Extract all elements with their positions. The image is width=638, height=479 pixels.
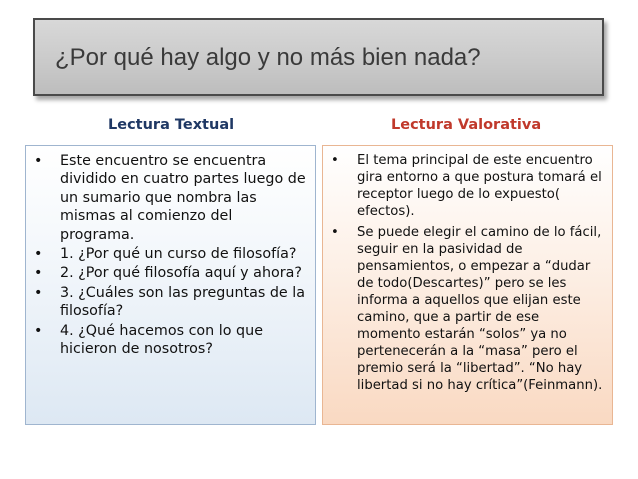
bullet-marker: • [34, 246, 43, 263]
right-bullet-list [331, 152, 606, 394]
bullet-marker: • [34, 265, 43, 282]
list-item [34, 245, 309, 263]
left-column-heading: Lectura Textual [108, 117, 235, 133]
left-bullet-list [34, 152, 309, 358]
bullet-marker: • [34, 153, 43, 169]
list-item-text: El tema principal de este encuentro gira entorno a que postura tomará el receptor luego de lo expuesto( efectos). [357, 153, 602, 219]
list-item [34, 152, 309, 244]
list-item [34, 264, 309, 282]
left-text-panel [25, 145, 316, 425]
list-item [34, 284, 309, 321]
right-column-heading: Lectura Valorativa [391, 117, 542, 133]
list-item-text: 1. ¿Por qué un curso de filosofía? [60, 246, 297, 263]
bullet-marker: • [331, 153, 339, 168]
page-title: ¿Por qué hay algo y no más bien nada? [55, 44, 481, 71]
list-item-text: Se puede elegir el camino de lo fácil, seguir en la pasividad de pensamientos, o empezar a “dudar de todo(Descartes)” pero se les informa a aquellos que elijan este camino, que a partir de ese momento estarán “solos” ya no pertenecerán a la “masa” pero el premio será la “libertad”. “No hay libertad si no hay crítica”(Feinmann). [357, 225, 603, 393]
list-item-text: 2. ¿Por qué filosofía aquí y ahora? [60, 265, 302, 282]
bullet-marker: • [34, 284, 43, 301]
list-item [34, 322, 309, 359]
list-item-text: 4. ¿Qué hacemos con lo que hicieron de nosotros? [60, 322, 263, 358]
right-text-panel [322, 145, 613, 425]
title-box [33, 18, 604, 96]
list-item-text: Este encuentro se encuentra dividido en cuatro partes luego de un sumario que nombra las mismas al comienzo del programa. [60, 153, 306, 243]
bullet-marker: • [34, 322, 43, 339]
list-item [331, 224, 606, 394]
list-item-text: 3. ¿Cuáles son las preguntas de la filosofía? [60, 284, 306, 320]
bullet-marker: • [331, 225, 339, 240]
list-item [331, 152, 606, 220]
